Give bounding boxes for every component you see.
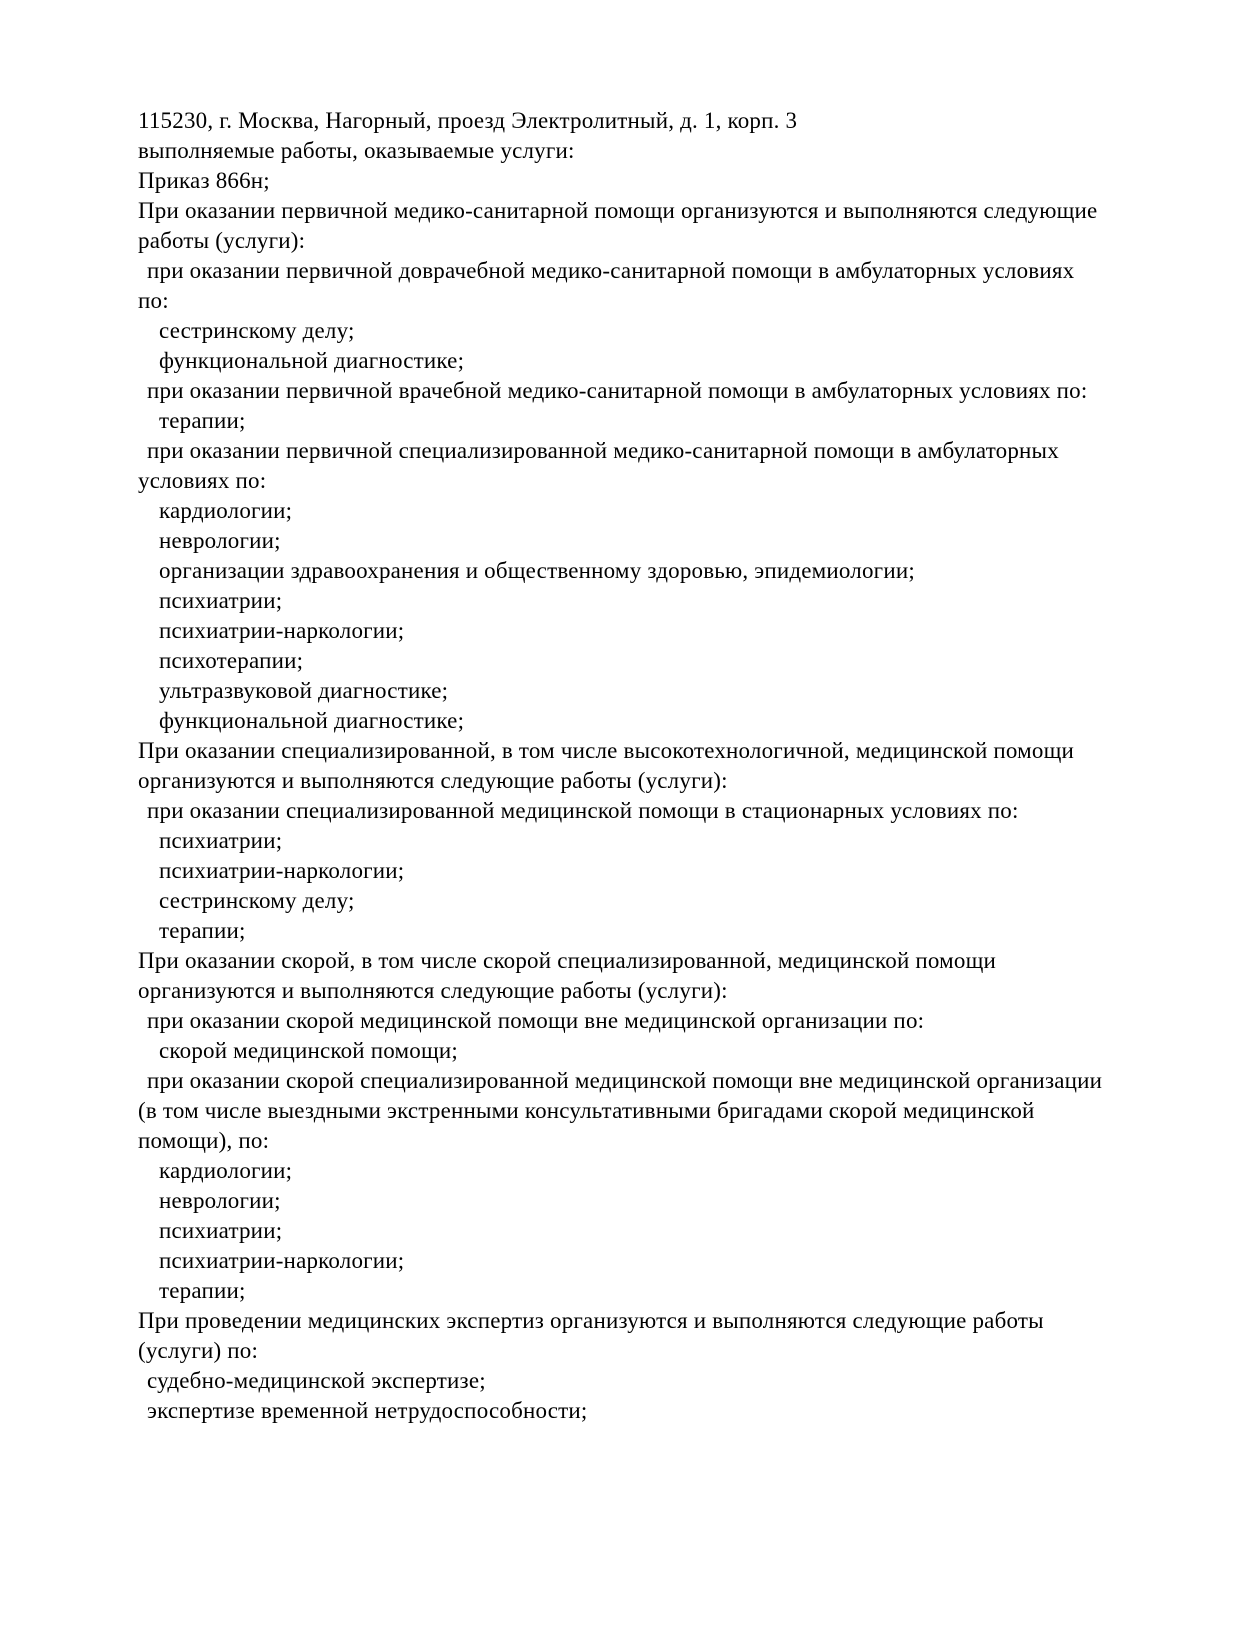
document-line: по: <box>138 288 169 313</box>
document-line: При проведении медицинских экспертиз организуются и выполняются следующие работы <box>138 1308 1044 1333</box>
document-line: психиатрии-наркологии; <box>159 858 405 883</box>
document-line: помощи), по: <box>138 1128 270 1153</box>
document-line: работы (услуги): <box>138 228 306 253</box>
document-line: организуются и выполняются следующие работы (услуги): <box>138 768 728 793</box>
document-line: сестринскому делу; <box>159 888 355 913</box>
document-line: функциональной диагностике; <box>159 708 465 733</box>
document-line: при оказании первичной специализированной медико-санитарной помощи в амбулаторных <box>147 438 1059 463</box>
document-line: ультразвуковой диагностике; <box>159 678 449 703</box>
document-line: При оказании скорой, в том числе скорой специализированной, медицинской помощи <box>138 948 997 973</box>
document-line: условиях по: <box>138 468 267 493</box>
document-line: Приказ 866н; <box>138 168 270 193</box>
document-line: сестринскому делу; <box>159 318 355 343</box>
document-line: выполняемые работы, оказываемые услуги: <box>138 138 575 163</box>
document-line: терапии; <box>159 408 246 433</box>
document-line: психиатрии; <box>159 588 283 613</box>
document-body <box>138 106 1148 1426</box>
document-line: психиатрии-наркологии; <box>159 618 405 643</box>
document-line: при оказании скорой медицинской помощи вне медицинской организации по: <box>147 1008 925 1033</box>
document-line: организации здравоохранения и общественному здоровью, эпидемиологии; <box>159 558 915 583</box>
document-line: (в том числе выездными экстренными консультативными бригадами скорой медицинской <box>138 1098 1035 1123</box>
document-line: терапии; <box>159 918 246 943</box>
document-line: психиатрии; <box>159 1218 283 1243</box>
document-line: кардиологии; <box>159 498 293 523</box>
document-line: функциональной диагностике; <box>159 348 465 373</box>
document-line: психиатрии; <box>159 828 283 853</box>
document-line: При оказании первичной медико-санитарной помощи организуются и выполняются следующие <box>138 198 1098 223</box>
document-line: организуются и выполняются следующие работы (услуги): <box>138 978 728 1003</box>
document-line: При оказании специализированной, в том числе высокотехнологичной, медицинской помощи <box>138 738 1075 763</box>
document-line: при оказании первичной врачебной медико-санитарной помощи в амбулаторных условиях по: <box>147 378 1088 403</box>
document-line: 115230, г. Москва, Нагорный, проезд Электролитный, д. 1, корп. 3 <box>138 108 798 133</box>
document-line: экспертизе временной нетрудоспособности; <box>147 1398 588 1423</box>
document-line: при оказании специализированной медицинской помощи в стационарных условиях по: <box>147 798 1019 823</box>
document-line: судебно-медицинской экспертизе; <box>147 1368 486 1393</box>
document-line: неврологии; <box>159 528 281 553</box>
document-line: терапии; <box>159 1278 246 1303</box>
document-line: неврологии; <box>159 1188 281 1213</box>
document-line: кардиологии; <box>159 1158 293 1183</box>
document-line: при оказании скорой специализированной медицинской помощи вне медицинской организации <box>147 1068 1103 1093</box>
document-line: (услуги) по: <box>138 1338 259 1363</box>
document-line: психотерапии; <box>159 648 304 673</box>
document-line: психиатрии-наркологии; <box>159 1248 405 1273</box>
document-line: скорой медицинской помощи; <box>159 1038 458 1063</box>
document-line: при оказании первичной доврачебной медико-санитарной помощи в амбулаторных условиях <box>147 258 1075 283</box>
